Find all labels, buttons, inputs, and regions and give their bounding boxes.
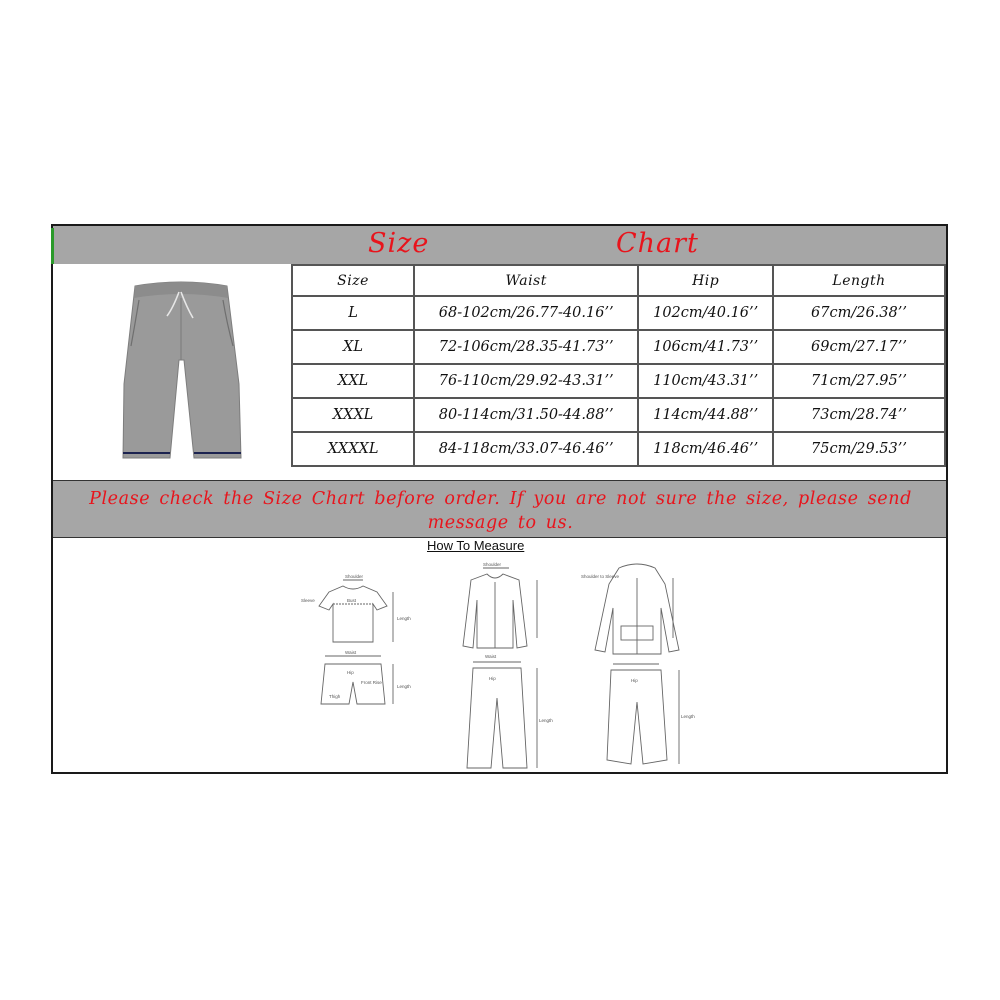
how-to-measure-title: How To Measure [427,538,525,553]
cell-waist: 68-102cm/26.77-40.16’’ [414,296,638,330]
header-size: Size [292,265,414,296]
header-waist: Waist [414,265,638,296]
green-edge-mark [51,228,54,264]
cell-size: L [292,296,414,330]
cell-waist: 76-110cm/29.92-43.31’’ [414,364,638,398]
notice-band [53,480,946,538]
table-row [292,364,945,398]
product-photo-cell [53,264,291,480]
measure-diagrams [281,538,721,772]
cell-hip: 106cm/41.73’’ [638,330,773,364]
table-header-row [292,265,945,296]
cell-length: 73cm/28.74’’ [773,398,945,432]
cell-hip: 110cm/43.31’’ [638,364,773,398]
table-row [292,296,945,330]
cell-length: 75cm/29.53’’ [773,432,945,466]
label-hip-trousers: Hip [489,676,496,681]
cell-waist: 84-118cm/33.07-46.46’’ [414,432,638,466]
notice-text: Please check the Size Chart before order. If you are not sure the size, please send message to us. [89,489,912,533]
header-length: Length [773,265,945,296]
label-hip-shorts: Hip [347,670,354,675]
cell-size: XXL [292,364,414,398]
cell-size: XXXL [292,398,414,432]
label-hip-joggers: Hip [631,678,638,683]
label-thigh: Thigh [329,694,341,699]
header-hip: Hip [638,265,773,296]
table-row [292,398,945,432]
cell-waist: 80-114cm/31.50-44.88’’ [414,398,638,432]
cell-hip: 102cm/40.16’’ [638,296,773,330]
shirt-diagram-icon [463,568,537,648]
cell-waist: 72-106cm/28.35-41.73’’ [414,330,638,364]
title-size-word: Size [368,228,430,259]
cell-hip: 114cm/44.88’’ [638,398,773,432]
label-length-tshirt: Length [397,616,411,621]
label-shoulder: Shoulder [345,574,364,579]
label-front-rise: Front Rise [361,680,382,685]
trousers-diagram-icon [467,662,537,768]
label-sleeve: Sleeve [301,598,315,603]
cell-size: XXXXL [292,432,414,466]
title-chart-word: Chart [616,228,699,259]
cell-length: 71cm/27.95’’ [773,364,945,398]
label-length-trousers: Length [539,718,553,723]
label-shoulder-shirt: Shoulder [483,562,502,567]
size-table [291,264,946,467]
label-shoulder-to-sleeve: Shoulder to Sleeve [581,574,620,579]
label-length-shorts: Length [397,684,411,689]
label-waist-trousers: Waist [485,654,497,659]
pants-product-photo [53,264,291,480]
joggers-diagram-icon [607,664,679,764]
size-chart-frame [51,224,948,774]
cell-length: 69cm/27.17’’ [773,330,945,364]
table-row [292,330,945,364]
how-to-measure-panel [281,538,721,772]
cell-size: XL [292,330,414,364]
table-row [292,432,945,466]
label-length-joggers: Length [681,714,695,719]
title-band [53,226,946,265]
tshirt-diagram-icon [319,580,393,642]
label-waist-shorts: Waist [345,650,357,655]
cell-hip: 118cm/46.46’’ [638,432,773,466]
cell-length: 67cm/26.38’’ [773,296,945,330]
label-bust: Bust [347,598,357,603]
